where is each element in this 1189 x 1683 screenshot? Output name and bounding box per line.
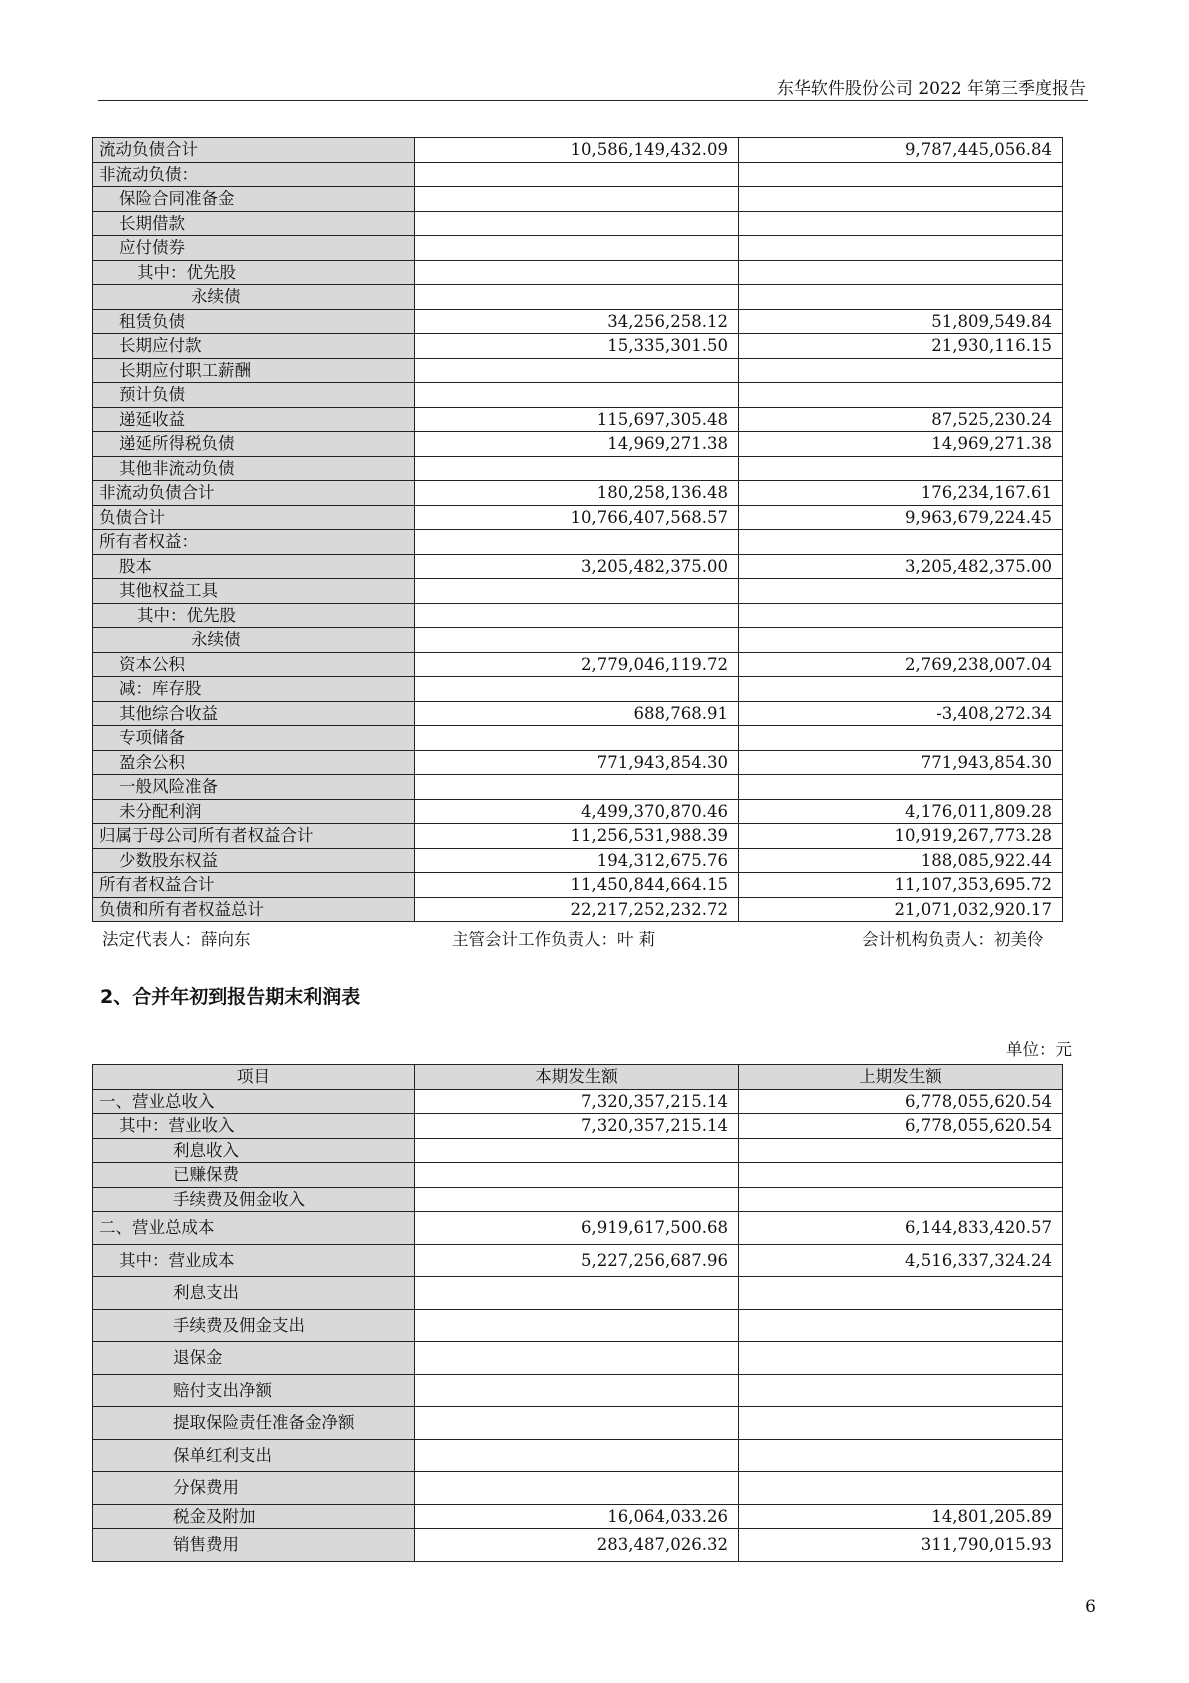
table-row [93,1439,1063,1472]
table-row [93,799,1063,824]
row-current-value [415,187,739,212]
table-row [93,162,1063,187]
balance-sheet-table [92,137,1063,922]
row-previous-value: 9,787,445,056.84 [739,138,1063,163]
table-row [93,260,1063,285]
row-previous-value: 9,963,679,224.45 [739,505,1063,530]
row-current-value: 10,586,149,432.09 [415,138,739,163]
row-label: 所有者权益： [93,530,415,555]
row-current-value: 7,320,357,215.14 [415,1114,739,1139]
row-previous-value: 2,769,238,007.04 [739,652,1063,677]
row-label: 资本公积 [93,652,415,677]
row-label: 其他非流动负债 [93,456,415,481]
row-current-value: 115,697,305.48 [415,407,739,432]
row-current-value: 10,766,407,568.57 [415,505,739,530]
row-previous-value [739,260,1063,285]
row-label: 长期借款 [93,211,415,236]
row-current-value: 34,256,258.12 [415,309,739,334]
row-current-value [415,603,739,628]
table-row [93,1244,1063,1277]
row-previous-value [739,383,1063,408]
row-label: 少数股东权益 [93,848,415,873]
row-label: 其中：营业收入 [93,1114,415,1139]
unit-label: 单位：元 [1006,1040,1072,1059]
row-current-value: 5,227,256,687.96 [415,1244,739,1277]
row-label: 二、营业总成本 [93,1212,415,1245]
row-previous-value: 188,085,922.44 [739,848,1063,873]
row-current-value [415,162,739,187]
table-row [93,554,1063,579]
row-label: 负债合计 [93,505,415,530]
row-label: 手续费及佣金支出 [93,1309,415,1342]
row-label: 预计负债 [93,383,415,408]
row-current-value [415,775,739,800]
row-current-value: 3,205,482,375.00 [415,554,739,579]
row-previous-value: 771,943,854.30 [739,750,1063,775]
row-label: 利息收入 [93,1138,415,1163]
row-previous-value [739,530,1063,555]
row-label: 其他综合收益 [93,701,415,726]
row-current-value [415,236,739,261]
table-row [93,603,1063,628]
row-current-value: 14,969,271.38 [415,432,739,457]
row-previous-value [739,1439,1063,1472]
signature-row [100,926,1060,950]
row-current-value: 688,768.91 [415,701,739,726]
table-row [93,873,1063,898]
row-label: 减：库存股 [93,677,415,702]
table-row [93,1212,1063,1245]
row-previous-value: 87,525,230.24 [739,407,1063,432]
row-label: 未分配利润 [93,799,415,824]
row-current-value: 15,335,301.50 [415,334,739,359]
row-previous-value: 176,234,167.61 [739,481,1063,506]
table-row [93,334,1063,359]
table-row [93,579,1063,604]
row-previous-value [739,162,1063,187]
row-previous-value: 6,778,055,620.54 [739,1089,1063,1114]
table-row [93,1089,1063,1114]
row-current-value [415,1374,739,1407]
table-row [93,1374,1063,1407]
legal-representative: 法定代表人：薛向东 [102,930,251,949]
table-row [93,138,1063,163]
row-label: 归属于母公司所有者权益合计 [93,824,415,849]
row-current-value: 11,450,844,664.15 [415,873,739,898]
row-previous-value [739,236,1063,261]
table-row [93,677,1063,702]
row-current-value [415,628,739,653]
row-label: 销售费用 [93,1529,415,1562]
row-label: 一、营业总收入 [93,1089,415,1114]
row-current-value [415,1407,739,1440]
row-current-value [415,1439,739,1472]
header-current: 本期发生额 [415,1065,739,1090]
row-previous-value [739,1138,1063,1163]
table-row [93,628,1063,653]
row-label: 长期应付职工薪酬 [93,358,415,383]
row-label: 其中：优先股 [93,603,415,628]
row-current-value [415,530,739,555]
table-row [93,1138,1063,1163]
table-row [93,775,1063,800]
row-label: 手续费及佣金收入 [93,1187,415,1212]
row-previous-value [739,1277,1063,1310]
table-row [93,530,1063,555]
table-row [93,1114,1063,1139]
row-current-value [415,1472,739,1505]
row-current-value [415,211,739,236]
table-row [93,481,1063,506]
row-current-value [415,358,739,383]
row-current-value [415,285,739,310]
row-current-value: 16,064,033.26 [415,1504,739,1529]
row-previous-value: 311,790,015.93 [739,1529,1063,1562]
row-label: 其中：优先股 [93,260,415,285]
row-label: 已赚保费 [93,1163,415,1188]
row-label: 提取保险责任准备金净额 [93,1407,415,1440]
row-current-value [415,1277,739,1310]
row-label: 其中：营业成本 [93,1244,415,1277]
row-previous-value [739,579,1063,604]
row-current-value: 22,217,252,232.72 [415,897,739,922]
row-previous-value [739,1374,1063,1407]
table-row [93,187,1063,212]
row-previous-value [739,1342,1063,1375]
header-item: 项目 [93,1065,415,1090]
table-row [93,750,1063,775]
table-row [93,211,1063,236]
row-current-value [415,726,739,751]
table-row [93,897,1063,922]
row-label: 利息支出 [93,1277,415,1310]
table-row [93,1407,1063,1440]
row-current-value [415,1309,739,1342]
row-previous-value: 6,144,833,420.57 [739,1212,1063,1245]
row-label: 一般风险准备 [93,775,415,800]
row-previous-value: 21,930,116.15 [739,334,1063,359]
row-label: 分保费用 [93,1472,415,1505]
table-row [93,1309,1063,1342]
row-previous-value [739,1187,1063,1212]
row-previous-value: 14,969,271.38 [739,432,1063,457]
row-previous-value [739,603,1063,628]
row-previous-value [739,1472,1063,1505]
row-label: 盈余公积 [93,750,415,775]
row-previous-value: 14,801,205.89 [739,1504,1063,1529]
accounting-org-head: 会计机构负责人：初美伶 [862,930,1044,949]
row-current-value [415,1187,739,1212]
row-current-value: 180,258,136.48 [415,481,739,506]
table-row [93,407,1063,432]
row-current-value: 4,499,370,870.46 [415,799,739,824]
row-current-value [415,260,739,285]
table-row [93,701,1063,726]
income-statement-table [92,1064,1063,1562]
row-previous-value [739,1163,1063,1188]
row-previous-value: 6,778,055,620.54 [739,1114,1063,1139]
row-previous-value: -3,408,272.34 [739,701,1063,726]
row-label: 退保金 [93,1342,415,1375]
row-label: 永续债 [93,285,415,310]
table-row [93,383,1063,408]
table-row [93,848,1063,873]
row-label: 专项储备 [93,726,415,751]
row-label: 所有者权益合计 [93,873,415,898]
row-previous-value [739,187,1063,212]
row-label: 租赁负债 [93,309,415,334]
page-header [98,70,1088,101]
row-previous-value: 3,205,482,375.00 [739,554,1063,579]
row-current-value [415,677,739,702]
row-current-value: 194,312,675.76 [415,848,739,873]
row-label: 永续债 [93,628,415,653]
row-label: 流动负债合计 [93,138,415,163]
row-label: 赔付支出净额 [93,1374,415,1407]
table-row [93,1163,1063,1188]
table-row [93,358,1063,383]
table-row [93,1472,1063,1505]
row-previous-value: 21,071,032,920.17 [739,897,1063,922]
row-label: 保险合同准备金 [93,187,415,212]
table-row [93,726,1063,751]
section-title: 2、合并年初到报告期末利润表 [100,986,361,1008]
row-label: 非流动负债合计 [93,481,415,506]
table-row [93,652,1063,677]
row-previous-value: 4,516,337,324.24 [739,1244,1063,1277]
row-current-value [415,456,739,481]
page-number: 6 [1085,1597,1096,1617]
row-label: 税金及附加 [93,1504,415,1529]
table-row [93,236,1063,261]
row-current-value: 11,256,531,988.39 [415,824,739,849]
table-row [93,1504,1063,1529]
row-previous-value [739,211,1063,236]
row-current-value [415,1138,739,1163]
row-label: 应付债券 [93,236,415,261]
table-header-row [93,1065,1063,1090]
row-label: 非流动负债： [93,162,415,187]
row-previous-value [739,1309,1063,1342]
row-previous-value [739,628,1063,653]
row-previous-value [739,775,1063,800]
row-label: 长期应付款 [93,334,415,359]
header-previous: 上期发生额 [739,1065,1063,1090]
row-previous-value [739,726,1063,751]
row-current-value: 771,943,854.30 [415,750,739,775]
row-previous-value [739,1407,1063,1440]
row-current-value [415,1163,739,1188]
row-previous-value [739,677,1063,702]
row-label: 股本 [93,554,415,579]
row-current-value [415,579,739,604]
row-previous-value: 10,919,267,773.28 [739,824,1063,849]
table-row [93,1342,1063,1375]
row-current-value: 283,487,026.32 [415,1529,739,1562]
row-previous-value: 4,176,011,809.28 [739,799,1063,824]
row-label: 负债和所有者权益总计 [93,897,415,922]
row-current-value [415,383,739,408]
row-previous-value: 51,809,549.84 [739,309,1063,334]
row-label: 递延收益 [93,407,415,432]
report-title: 东华软件股份公司 2022 年第三季度报告 [776,79,1086,99]
row-previous-value: 11,107,353,695.72 [739,873,1063,898]
row-previous-value [739,358,1063,383]
table-row [93,1277,1063,1310]
row-current-value [415,1342,739,1375]
table-row [93,505,1063,530]
row-previous-value [739,456,1063,481]
row-label: 递延所得税负债 [93,432,415,457]
table-row [93,309,1063,334]
table-row [93,1187,1063,1212]
row-label: 其他权益工具 [93,579,415,604]
table-row [93,456,1063,481]
table-row [93,824,1063,849]
row-current-value: 2,779,046,119.72 [415,652,739,677]
row-previous-value [739,285,1063,310]
table-row [93,1529,1063,1562]
table-row [93,285,1063,310]
accounting-head: 主管会计工作负责人：叶 莉 [452,930,656,949]
row-label: 保单红利支出 [93,1439,415,1472]
row-current-value: 6,919,617,500.68 [415,1212,739,1245]
table-row [93,432,1063,457]
row-current-value: 7,320,357,215.14 [415,1089,739,1114]
